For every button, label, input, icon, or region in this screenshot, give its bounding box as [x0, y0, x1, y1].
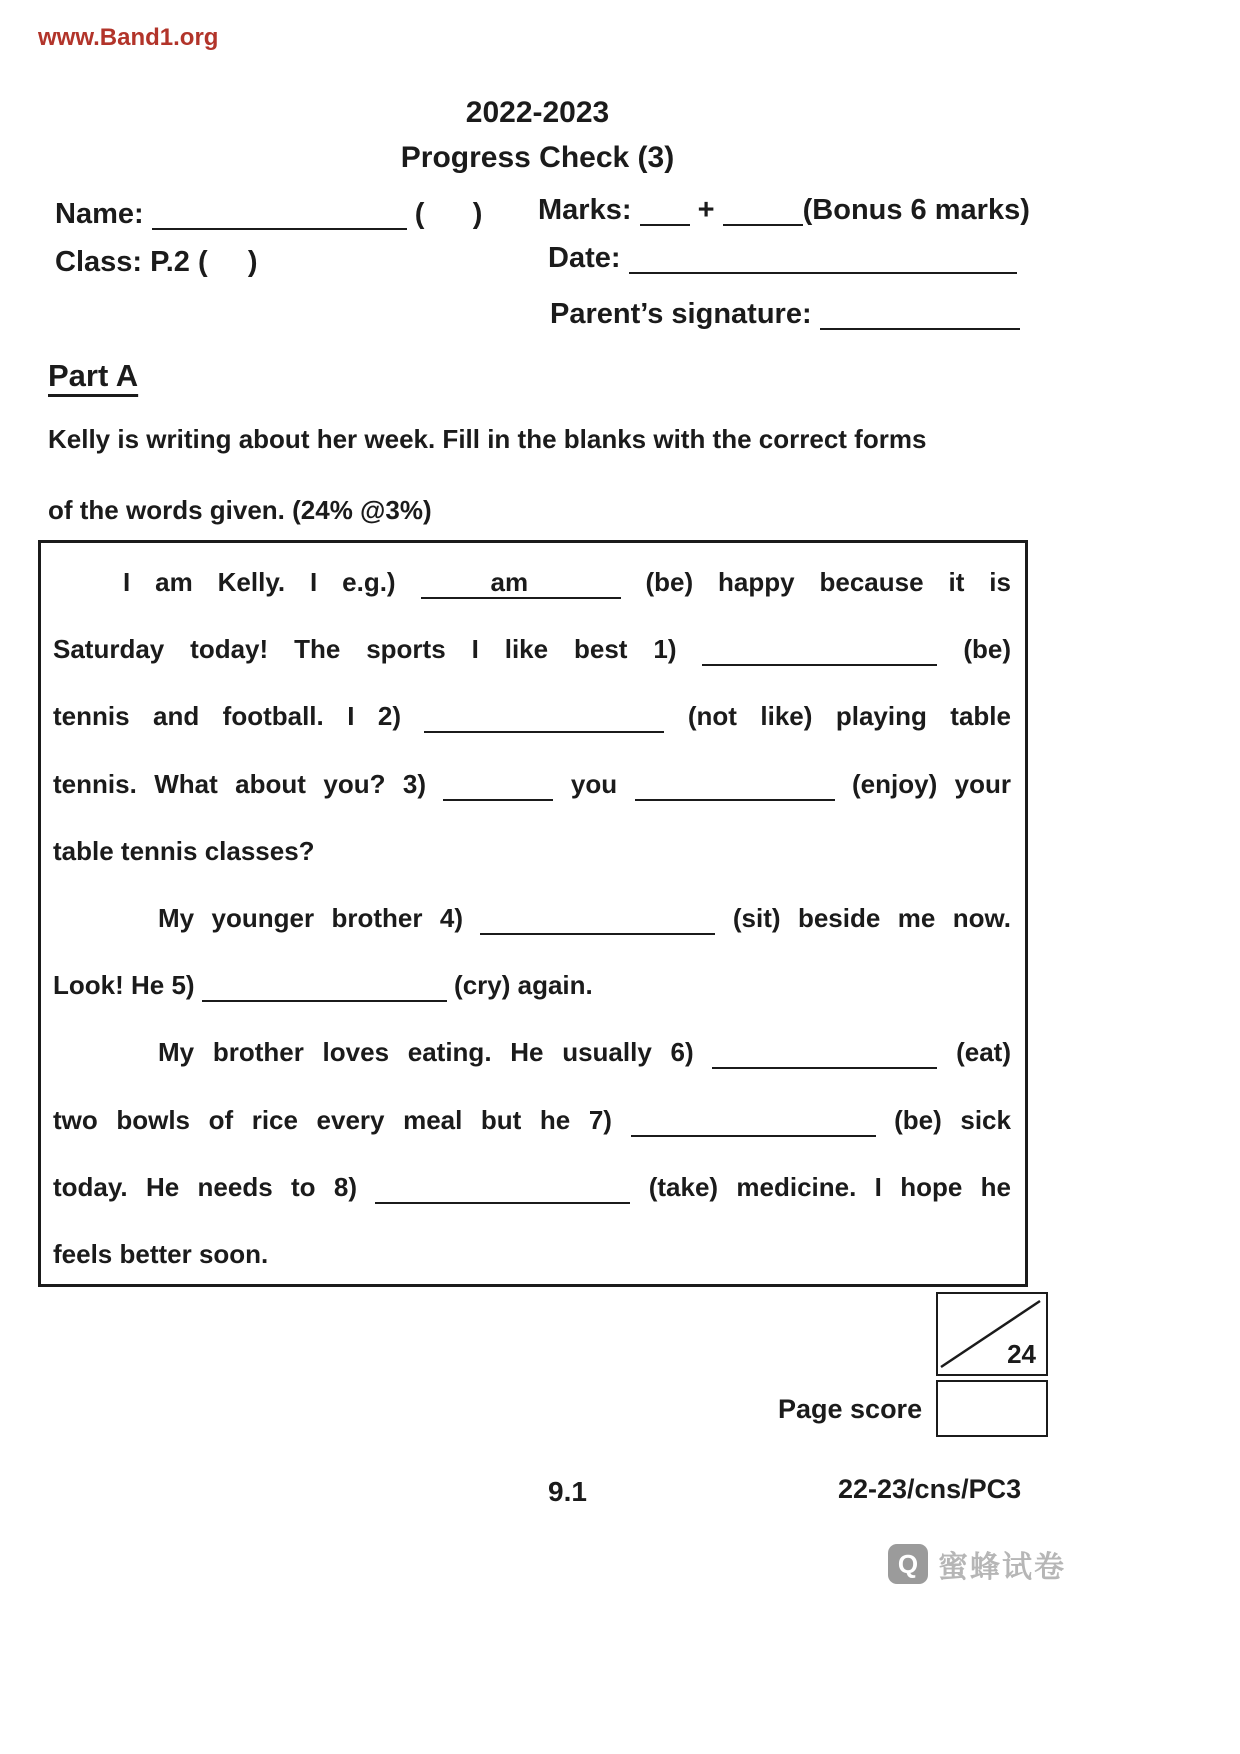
- class-label: Class: P.2 ( ): [55, 246, 258, 278]
- name-row: [55, 198, 482, 231]
- passage-line: My younger brother 4) (sit) beside me now.: [158, 902, 1011, 933]
- passage-line: Look! He 5) (cry) again.: [53, 970, 593, 1001]
- passage-line: two bowls of rice every meal but he 7) (be) sick: [53, 1104, 1011, 1135]
- class-row: [55, 246, 258, 279]
- school-year: 2022-2023: [465, 96, 610, 129]
- passage-line: I am Kelly. I e.g.) am (be) happy because it is: [123, 567, 1011, 597]
- passage-line: today. He needs to 8) (take) medicine. I hope he: [53, 1171, 1011, 1202]
- bonus-note: (Bonus 6 marks): [802, 194, 1030, 226]
- instructions-line-1: Kelly is writing about her week. Fill in the blanks with the correct forms: [48, 424, 927, 454]
- date-row: [548, 242, 1017, 275]
- page-score-label: Page score: [778, 1394, 923, 1424]
- doc-code: 22-23/cns/PC3: [838, 1474, 1022, 1504]
- page-number: 9.1: [548, 1476, 587, 1507]
- document-title: Progress Check (3): [400, 141, 675, 174]
- answer-blank: [443, 769, 553, 801]
- marks-label: Marks:: [538, 194, 632, 226]
- passage-line: tennis. What about you? 3) you (enjoy) your: [53, 768, 1012, 799]
- part-a-heading: Part A: [48, 358, 139, 393]
- site-watermark: www.Band1.org: [38, 24, 219, 51]
- passage-line: table tennis classes?: [53, 835, 315, 866]
- passage-lines: [41, 543, 1025, 1288]
- passage-line: My brother loves eating. He usually 6) (eat): [158, 1037, 1011, 1068]
- date-field-line: [629, 245, 1017, 274]
- signature-field-line: [820, 301, 1020, 330]
- answer-blank: [202, 970, 447, 1002]
- score-total: 24: [1007, 1339, 1036, 1369]
- marks-plus: +: [697, 194, 715, 226]
- date-label: Date:: [548, 242, 621, 274]
- instructions-line-2: of the words given. (24% @3%): [48, 495, 432, 525]
- answer-blank: [631, 1105, 876, 1137]
- page-score-box: [936, 1380, 1048, 1437]
- name-field-line: [152, 201, 407, 230]
- name-paren: ( ): [414, 198, 483, 230]
- marks-row: [538, 194, 1030, 227]
- score-box: [936, 1292, 1048, 1376]
- name-label: Name:: [55, 198, 144, 230]
- brand-logo-icon: Q: [888, 1544, 928, 1584]
- title-block: [0, 90, 1075, 180]
- passage-line: feels better soon.: [53, 1238, 269, 1269]
- parent-signature-label: Parent’s signature:: [550, 298, 812, 330]
- passage-line: tennis and football. I 2) (not like) playing table: [53, 701, 1011, 732]
- answer-blank: am: [421, 567, 621, 599]
- answer-blank: [375, 1172, 630, 1204]
- part-a-instructions: [48, 404, 1068, 546]
- answer-blank: [635, 769, 835, 801]
- brand-name: 蜜蜂试卷: [938, 1551, 1066, 1584]
- answer-blank: [712, 1037, 937, 1069]
- passage-line: Saturday today! The sports I like best 1) (be): [53, 634, 1011, 665]
- answer-blank: [480, 903, 715, 935]
- answer-blank: [702, 634, 937, 666]
- signature-row: [550, 298, 1020, 331]
- passage-box: [38, 540, 1028, 1287]
- marks-field-line-2: [723, 197, 803, 226]
- answer-blank: [424, 701, 664, 733]
- marks-field-line-1: [640, 197, 690, 226]
- brand-footer: [888, 1542, 1066, 1586]
